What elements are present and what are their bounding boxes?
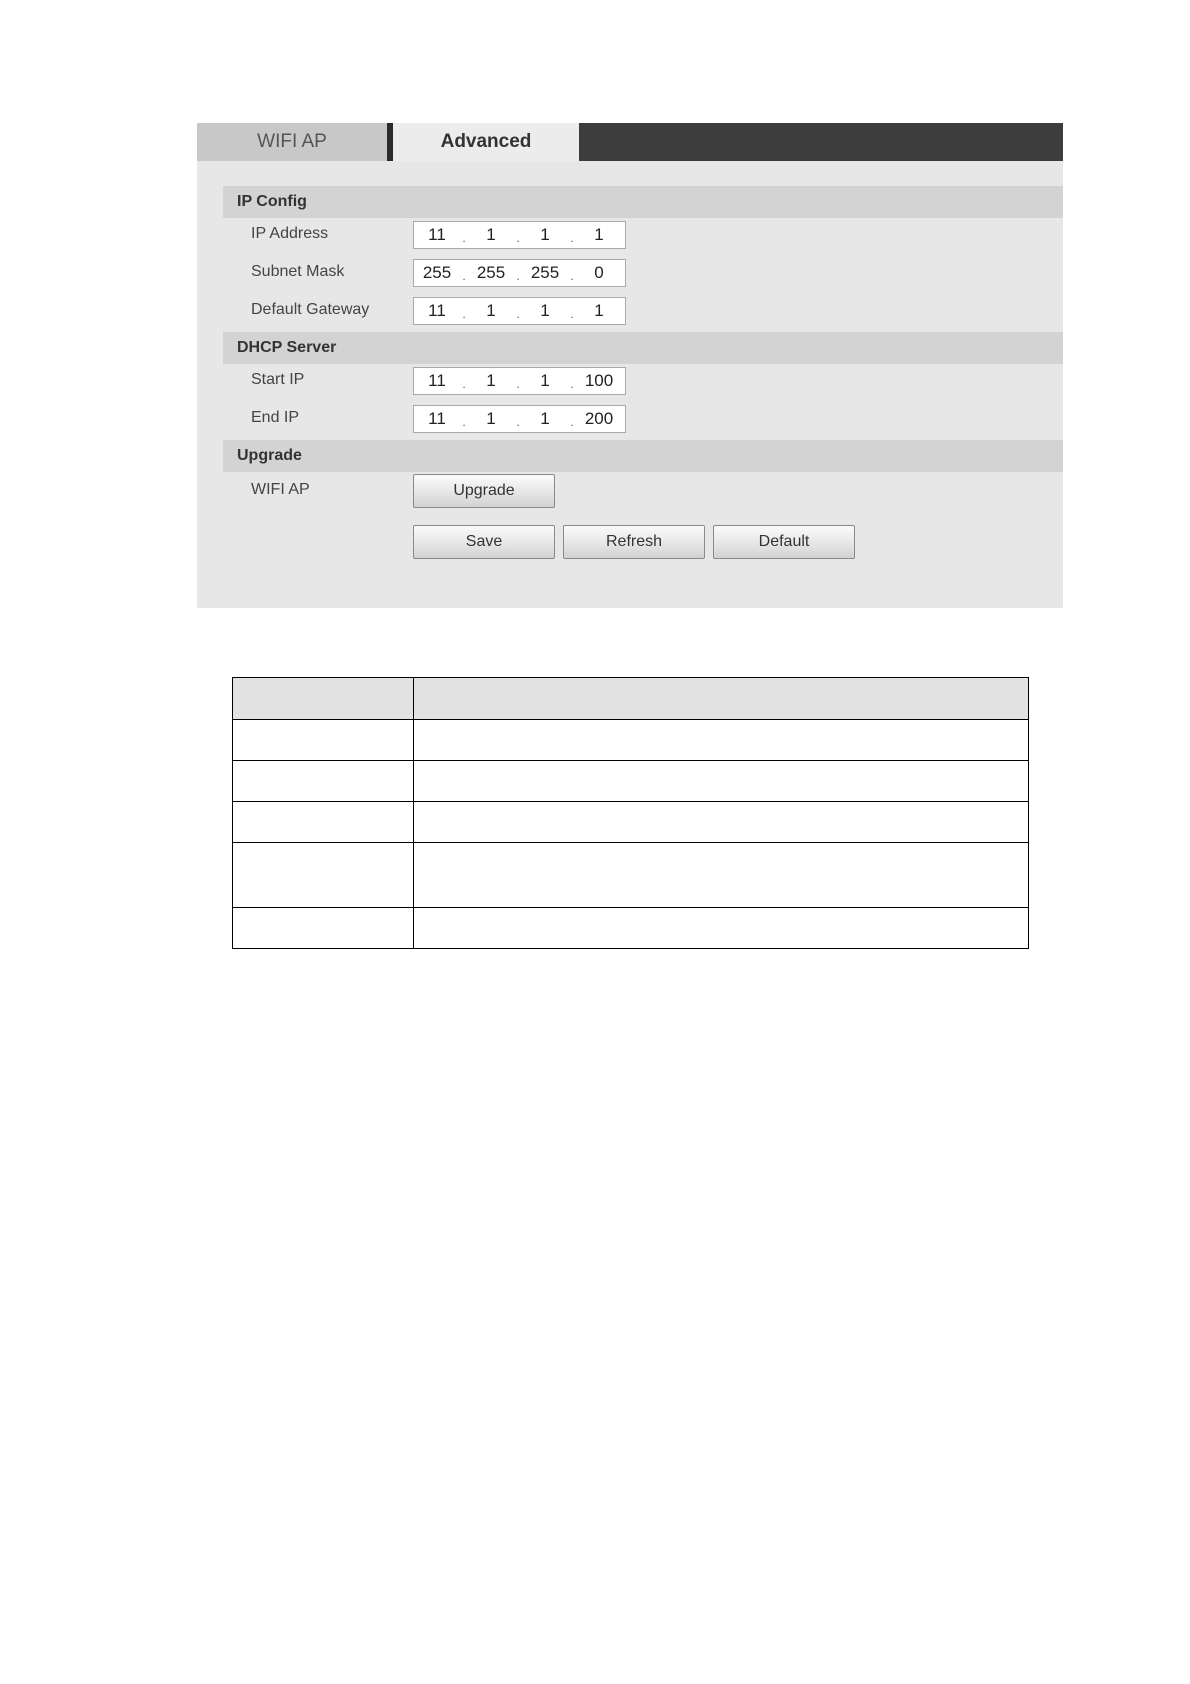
tab-bar bbox=[197, 123, 1063, 161]
table-header-cell bbox=[233, 678, 414, 720]
upgrade-button[interactable]: Upgrade bbox=[413, 474, 555, 508]
table-cell bbox=[414, 908, 1029, 949]
table-row bbox=[233, 720, 1029, 761]
ip-separator: . bbox=[516, 377, 520, 391]
ip-octet-4[interactable]: 0 bbox=[594, 263, 604, 282]
start-ip-label: Start IP bbox=[251, 371, 305, 388]
ip-octet-1[interactable]: 11 bbox=[428, 301, 446, 320]
ip-octet-3[interactable]: 255 bbox=[530, 263, 560, 282]
parameter-table bbox=[232, 677, 1029, 949]
ip-separator: . bbox=[462, 307, 466, 321]
ip-octet-2[interactable]: 1 bbox=[486, 371, 496, 390]
table-header-row bbox=[233, 678, 1029, 720]
table-cell bbox=[233, 843, 414, 908]
end-ip-label: End IP bbox=[251, 409, 300, 426]
subnet-mask-field[interactable] bbox=[413, 259, 626, 287]
ip-octet-3[interactable]: 1 bbox=[540, 371, 550, 390]
ip-separator: . bbox=[570, 307, 574, 321]
ip-octet-2[interactable]: 1 bbox=[486, 409, 496, 428]
table-row bbox=[233, 802, 1029, 843]
ip-octet-2[interactable]: 1 bbox=[486, 301, 496, 320]
default-button[interactable]: Default bbox=[713, 525, 855, 559]
table-cell bbox=[233, 720, 414, 761]
table-cell bbox=[414, 802, 1029, 843]
ip-octet-4[interactable]: 200 bbox=[584, 409, 614, 428]
ip-octet-3[interactable]: 1 bbox=[540, 225, 550, 244]
tab-wifi-ap[interactable]: WIFI AP bbox=[197, 123, 387, 161]
subnet-mask-label: Subnet Mask bbox=[251, 263, 345, 280]
ip-separator: . bbox=[462, 231, 466, 245]
save-button[interactable]: Save bbox=[413, 525, 555, 559]
wifi-ap-settings-screenshot bbox=[197, 123, 1063, 608]
ip-octet-4[interactable]: 100 bbox=[584, 371, 614, 390]
ip-separator: . bbox=[570, 377, 574, 391]
section-ip-config: IP Config bbox=[223, 186, 1063, 218]
default-gateway-label: Default Gateway bbox=[251, 301, 370, 318]
ip-octet-1[interactable]: 11 bbox=[428, 409, 446, 428]
ip-separator: . bbox=[462, 269, 466, 283]
table-header-cell bbox=[414, 678, 1029, 720]
ip-octet-3[interactable]: 1 bbox=[540, 409, 550, 428]
ip-address-field[interactable] bbox=[413, 221, 626, 249]
settings-panel bbox=[197, 161, 1063, 608]
table-cell bbox=[233, 761, 414, 802]
section-dhcp-server: DHCP Server bbox=[223, 332, 1063, 364]
table-cell bbox=[414, 761, 1029, 802]
start-ip-field[interactable] bbox=[413, 367, 626, 395]
ip-octet-1[interactable]: 11 bbox=[428, 371, 446, 390]
table-cell bbox=[233, 802, 414, 843]
end-ip-field[interactable] bbox=[413, 405, 626, 433]
table-cell bbox=[414, 720, 1029, 761]
ip-octet-2[interactable]: 1 bbox=[486, 225, 496, 244]
ip-separator: . bbox=[516, 415, 520, 429]
section-upgrade: Upgrade bbox=[223, 440, 1063, 472]
ip-separator: . bbox=[462, 415, 466, 429]
ip-separator: . bbox=[516, 269, 520, 283]
table-cell bbox=[233, 908, 414, 949]
ip-separator: . bbox=[570, 231, 574, 245]
ip-separator: . bbox=[516, 307, 520, 321]
ip-octet-4[interactable]: 1 bbox=[594, 301, 604, 320]
ip-separator: . bbox=[516, 231, 520, 245]
ip-separator: . bbox=[570, 269, 574, 283]
ip-octet-3[interactable]: 1 bbox=[540, 301, 550, 320]
ip-address-label: IP Address bbox=[251, 225, 329, 242]
ip-octet-1[interactable]: 255 bbox=[422, 263, 452, 282]
default-gateway-field[interactable] bbox=[413, 297, 626, 325]
ip-octet-1[interactable]: 11 bbox=[428, 225, 446, 244]
ip-separator: . bbox=[462, 377, 466, 391]
ip-separator: . bbox=[570, 415, 574, 429]
table-row bbox=[233, 908, 1029, 949]
refresh-button[interactable]: Refresh bbox=[563, 525, 705, 559]
table-row bbox=[233, 761, 1029, 802]
ip-octet-2[interactable]: 255 bbox=[476, 263, 506, 282]
tab-advanced[interactable]: Advanced bbox=[393, 123, 579, 161]
ip-octet-4[interactable]: 1 bbox=[594, 225, 604, 244]
table-cell bbox=[414, 843, 1029, 908]
wifi-ap-upgrade-label: WIFI AP bbox=[251, 481, 310, 498]
table-row bbox=[233, 843, 1029, 908]
